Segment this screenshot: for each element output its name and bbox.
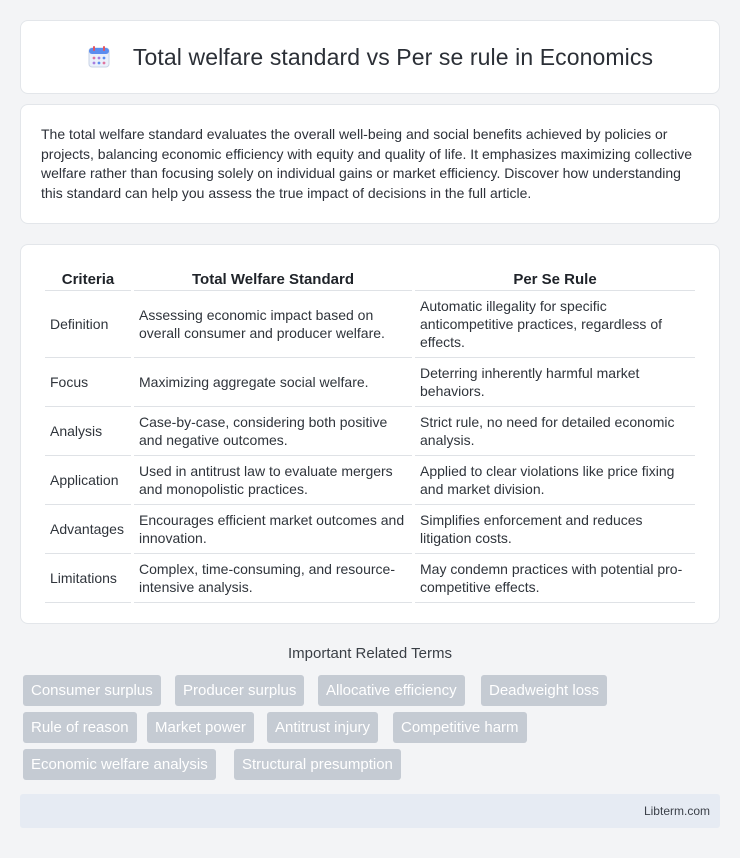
table-row (45, 291, 695, 358)
row-total-welfare: Assessing economic impact based on overall consumer and producer welfare. (134, 291, 412, 358)
row-criteria: Analysis (45, 407, 131, 456)
related-term-tag[interactable]: Rule of reason (23, 712, 137, 743)
intro-card (20, 104, 720, 224)
related-term-tag[interactable]: Producer surplus (175, 675, 304, 706)
row-total-welfare: Used in antitrust law to evaluate mergers and monopolistic practices. (134, 456, 412, 505)
related-term-tag[interactable]: Structural presumption (234, 749, 401, 780)
row-criteria: Focus (45, 358, 131, 407)
row-criteria: Application (45, 456, 131, 505)
row-criteria: Limitations (45, 554, 131, 603)
related-terms-title: Important Related Terms (288, 645, 452, 662)
row-total-welfare: Encourages efficient market outcomes and innovation. (134, 505, 412, 554)
title-card (20, 20, 720, 94)
related-term-tag[interactable]: Competitive harm (393, 712, 527, 743)
row-total-welfare: Complex, time-consuming, and resource-intensive analysis. (134, 554, 412, 603)
header-total-welfare: Total Welfare Standard (134, 265, 412, 291)
table-row (45, 554, 695, 603)
row-per-se: Applied to clear violations like price fixing and market division. (415, 456, 695, 505)
footer (20, 794, 720, 828)
calendar-icon (87, 45, 111, 69)
row-per-se: May condemn practices with potential pro-competitive effects. (415, 554, 695, 603)
related-term-tag[interactable]: Deadweight loss (481, 675, 607, 706)
row-per-se: Automatic illegality for specific anticompetitive practices, regardless of effects. (415, 291, 695, 358)
row-total-welfare: Maximizing aggregate social welfare. (134, 358, 412, 407)
related-term-tag[interactable]: Market power (147, 712, 254, 743)
table-row (45, 407, 695, 456)
related-term-tag[interactable]: Consumer surplus (23, 675, 161, 706)
table-row (45, 358, 695, 407)
table-row (45, 456, 695, 505)
table-header-row (45, 265, 695, 291)
table-row (45, 505, 695, 554)
header-per-se: Per Se Rule (415, 265, 695, 291)
comparison-table (42, 265, 698, 603)
row-per-se: Deterring inherently harmful market behaviors. (415, 358, 695, 407)
row-criteria: Advantages (45, 505, 131, 554)
related-term-tag[interactable]: Economic welfare analysis (23, 749, 216, 780)
row-criteria: Definition (45, 291, 131, 358)
header-criteria: Criteria (45, 265, 131, 291)
related-term-tag[interactable]: Antitrust injury (267, 712, 378, 743)
page-title: Total welfare standard vs Per se rule in Economics (132, 43, 654, 70)
related-term-tag[interactable]: Allocative efficiency (318, 675, 465, 706)
row-total-welfare: Case-by-case, considering both positive and negative outcomes. (134, 407, 412, 456)
footer-site[interactable]: Libterm.com (643, 804, 710, 818)
intro-text: The total welfare standard evaluates the overall well-being and social benefits achieved by policies or projects, balancing economic efficiency with equity and quality of life. It emphasizes maximizing collective welfare rather than focusing solely on individual gains or market efficiency. Discover how understanding this standard can help you assess the true impact of decisions in the full article. (41, 126, 693, 201)
row-per-se: Strict rule, no need for detailed economic analysis. (415, 407, 695, 456)
comparison-table-card (20, 244, 720, 624)
row-per-se: Simplifies enforcement and reduces litigation costs. (415, 505, 695, 554)
